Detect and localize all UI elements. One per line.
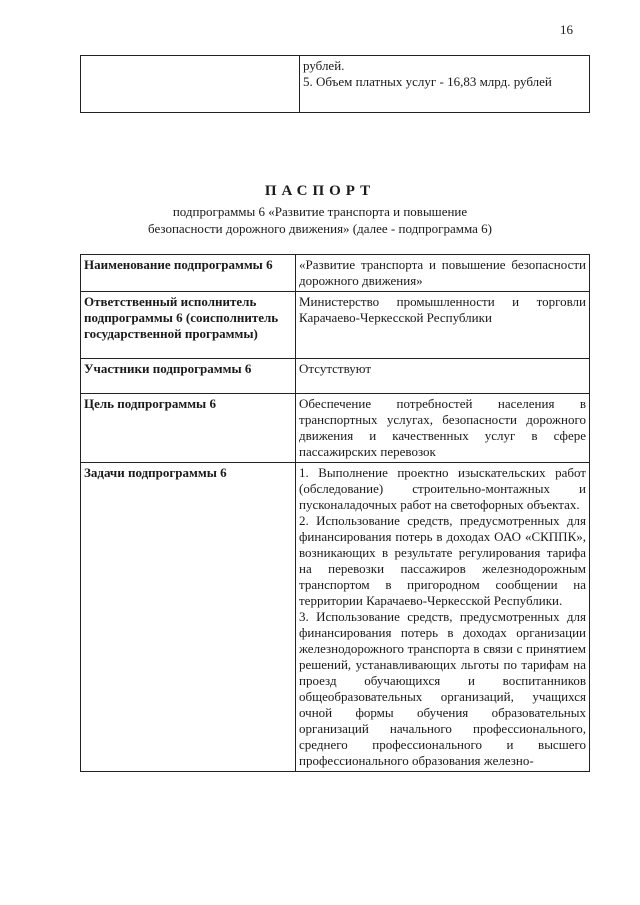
row-value: «Развитие транспорта и повышение безопасности дорожного движения» xyxy=(296,255,590,292)
page-number: 16 xyxy=(560,22,573,37)
row-label: Участники подпрограммы 6 xyxy=(81,359,296,394)
continuation-cell xyxy=(300,56,590,113)
table-row xyxy=(81,359,590,394)
continuation-line: 5. Объем платных услуг - 16,83 млрд. рублей xyxy=(303,74,552,89)
table-row xyxy=(81,463,590,772)
continuation-table xyxy=(80,55,590,113)
row-value: Министерство промышленности и торговли Карачаево-Черкесской Республики xyxy=(296,292,590,359)
continuation-line: рублей. xyxy=(303,58,345,73)
subtitle-line: подпрограммы 6 «Развитие транспорта и повышение xyxy=(172,204,468,219)
row-label: Задачи подпрограммы 6 xyxy=(81,463,296,772)
row-value: Отсутствуют xyxy=(296,359,590,394)
row-label: Наименование подпрограммы 6 xyxy=(81,255,296,292)
subtitle-line: безопасности дорожного движения» (далее - подпрограмма 6) xyxy=(148,221,492,236)
row-value: Обеспечение потребностей населения в транспортных услугах, безопасности дорожного движения и качественных услуг в сфере пассажирских перевозок xyxy=(296,394,590,463)
passport-subtitle xyxy=(0,203,640,237)
table-row xyxy=(81,394,590,463)
continuation-empty-cell xyxy=(81,56,300,113)
task-item: 2. Использование средств, предусмотренных для финансирования потерь в доходах ОАО «СКППК», возникающих в результате регулирования тарифа на перевозки пассажиров железнодорожным транспортом в пригородном сообщении на территории Карачаево-Черкесской Республики. xyxy=(299,513,586,608)
task-item: 3. Использование средств, предусмотренных для финансирования потерь в доходах организации железнодорожного транспорта в связи с принятием решений, устанавливающих льготы по тарифам на проезд обучающихся и воспитанников общеобразовательных организаций, учащихся очной формы обучения образовательных организаций начального профессионального, среднего профессионального и высшего профессионального образования железно- xyxy=(299,609,586,768)
task-item: 1. Выполнение проектно изыскательских работ (обследование) строительно-монтажных и пусконаладочных работ на светофорных объектах. xyxy=(299,465,586,512)
passport-table xyxy=(80,254,590,772)
row-value xyxy=(296,463,590,772)
table-row xyxy=(81,292,590,359)
passport-title: ПАСПОРТ xyxy=(264,183,376,199)
row-label: Цель подпрограммы 6 xyxy=(81,394,296,463)
row-label: Ответственный исполнитель подпрограммы 6 (соисполнитель государственной программы) xyxy=(81,292,296,359)
table-row xyxy=(81,255,590,292)
